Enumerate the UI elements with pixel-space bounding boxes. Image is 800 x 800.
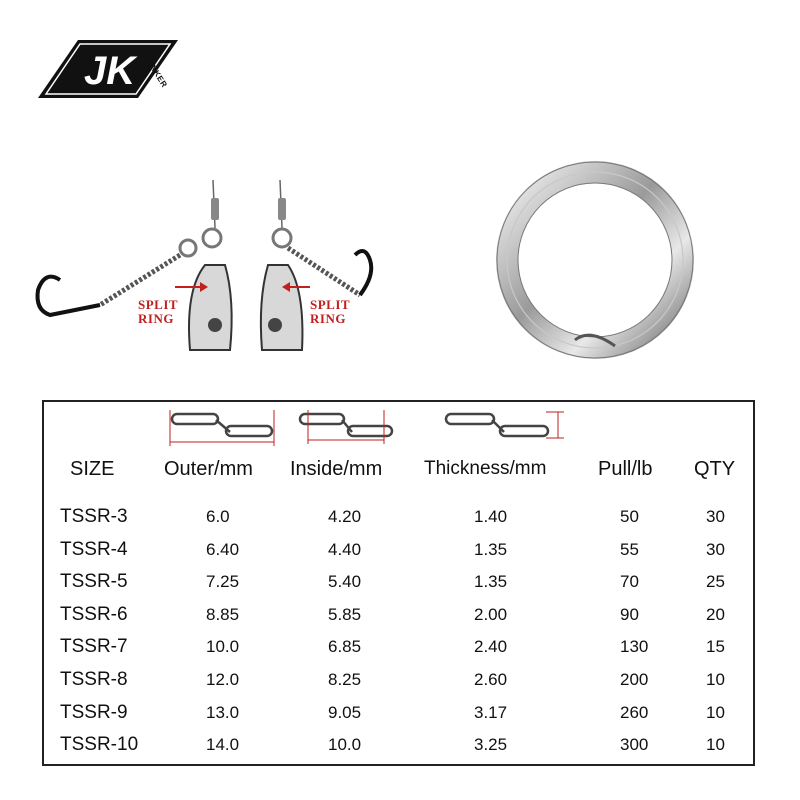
header-thickness: Thickness/mm <box>424 458 547 479</box>
cell-thickness: 2.40 <box>474 637 508 657</box>
cell-pull: 70 <box>620 572 639 592</box>
thickness-icon <box>442 408 572 448</box>
split-ring-diagram-icon <box>30 170 380 360</box>
cell-pull: 55 <box>620 539 639 559</box>
cell-qty: 20 <box>706 604 725 624</box>
cell-qty: 25 <box>706 572 725 592</box>
cell-pull: 130 <box>620 637 649 657</box>
svg-text:JK: JK <box>84 49 136 93</box>
cell-thickness: 3.25 <box>474 735 508 755</box>
inside-diameter-icon <box>296 408 396 448</box>
cell-size: TSSR-4 <box>60 538 128 560</box>
jk-logo-icon <box>38 36 178 104</box>
cell-size: TSSR-8 <box>60 669 128 690</box>
spec-table <box>42 400 755 766</box>
cell-thickness: 2.60 <box>474 670 508 689</box>
cell-size: TSSR-6 <box>60 603 128 625</box>
cell-outer: 6.0 <box>206 507 230 526</box>
cell-inside: 4.40 <box>328 539 362 559</box>
cell-outer: 8.85 <box>206 604 240 624</box>
cell-qty: 10 <box>706 735 725 755</box>
cell-thickness: 2.00 <box>474 604 508 624</box>
split-ring-photo-icon <box>495 150 695 370</box>
cell-outer: 7.25 <box>206 572 240 592</box>
cell-inside: 4.20 <box>328 507 362 526</box>
header-size: SIZE <box>70 458 115 480</box>
cell-pull: 260 <box>620 702 649 722</box>
cell-qty: 30 <box>706 507 725 526</box>
cell-inside: 8.25 <box>328 670 362 689</box>
cell-inside: 6.85 <box>328 637 362 657</box>
cell-thickness: 1.35 <box>474 572 508 592</box>
cell-pull: 50 <box>620 507 639 526</box>
cell-size: TSSR-5 <box>60 571 128 593</box>
cell-size: TSSR-10 <box>60 734 139 756</box>
cell-qty: 30 <box>706 539 725 559</box>
cell-size: TSSR-7 <box>60 636 128 658</box>
cell-qty: 10 <box>706 702 725 722</box>
cell-inside: 9.05 <box>328 702 362 722</box>
cell-outer: 12.0 <box>206 670 240 689</box>
header-outer: Outer/mm <box>164 458 253 480</box>
cell-pull: 90 <box>620 604 639 624</box>
cell-qty: 10 <box>706 670 725 689</box>
cell-inside: 10.0 <box>328 735 362 755</box>
header-pull: Pull/lb <box>598 458 653 480</box>
split-ring-label-right: SPLIT RING <box>310 297 351 326</box>
logo-subtext: JANKER <box>142 54 170 90</box>
cell-pull: 200 <box>620 670 649 689</box>
outer-diameter-icon <box>168 408 278 448</box>
header-qty: QTY <box>694 458 736 480</box>
split-ring-label-left: SPLIT RING <box>138 297 179 326</box>
cell-thickness: 3.17 <box>474 702 508 722</box>
cell-thickness: 1.40 <box>474 507 508 526</box>
cell-qty: 15 <box>706 637 725 657</box>
cell-outer: 14.0 <box>206 735 240 755</box>
cell-outer: 6.40 <box>206 539 240 559</box>
cell-pull: 300 <box>620 735 649 755</box>
cell-size: TSSR-3 <box>60 506 128 527</box>
cell-outer: 13.0 <box>206 702 240 722</box>
cell-inside: 5.85 <box>328 604 362 624</box>
cell-inside: 5.40 <box>328 572 362 592</box>
cell-size: TSSR-9 <box>60 701 128 723</box>
cell-outer: 10.0 <box>206 637 240 657</box>
cell-thickness: 1.35 <box>474 539 508 559</box>
header-inside: Inside/mm <box>290 458 383 480</box>
